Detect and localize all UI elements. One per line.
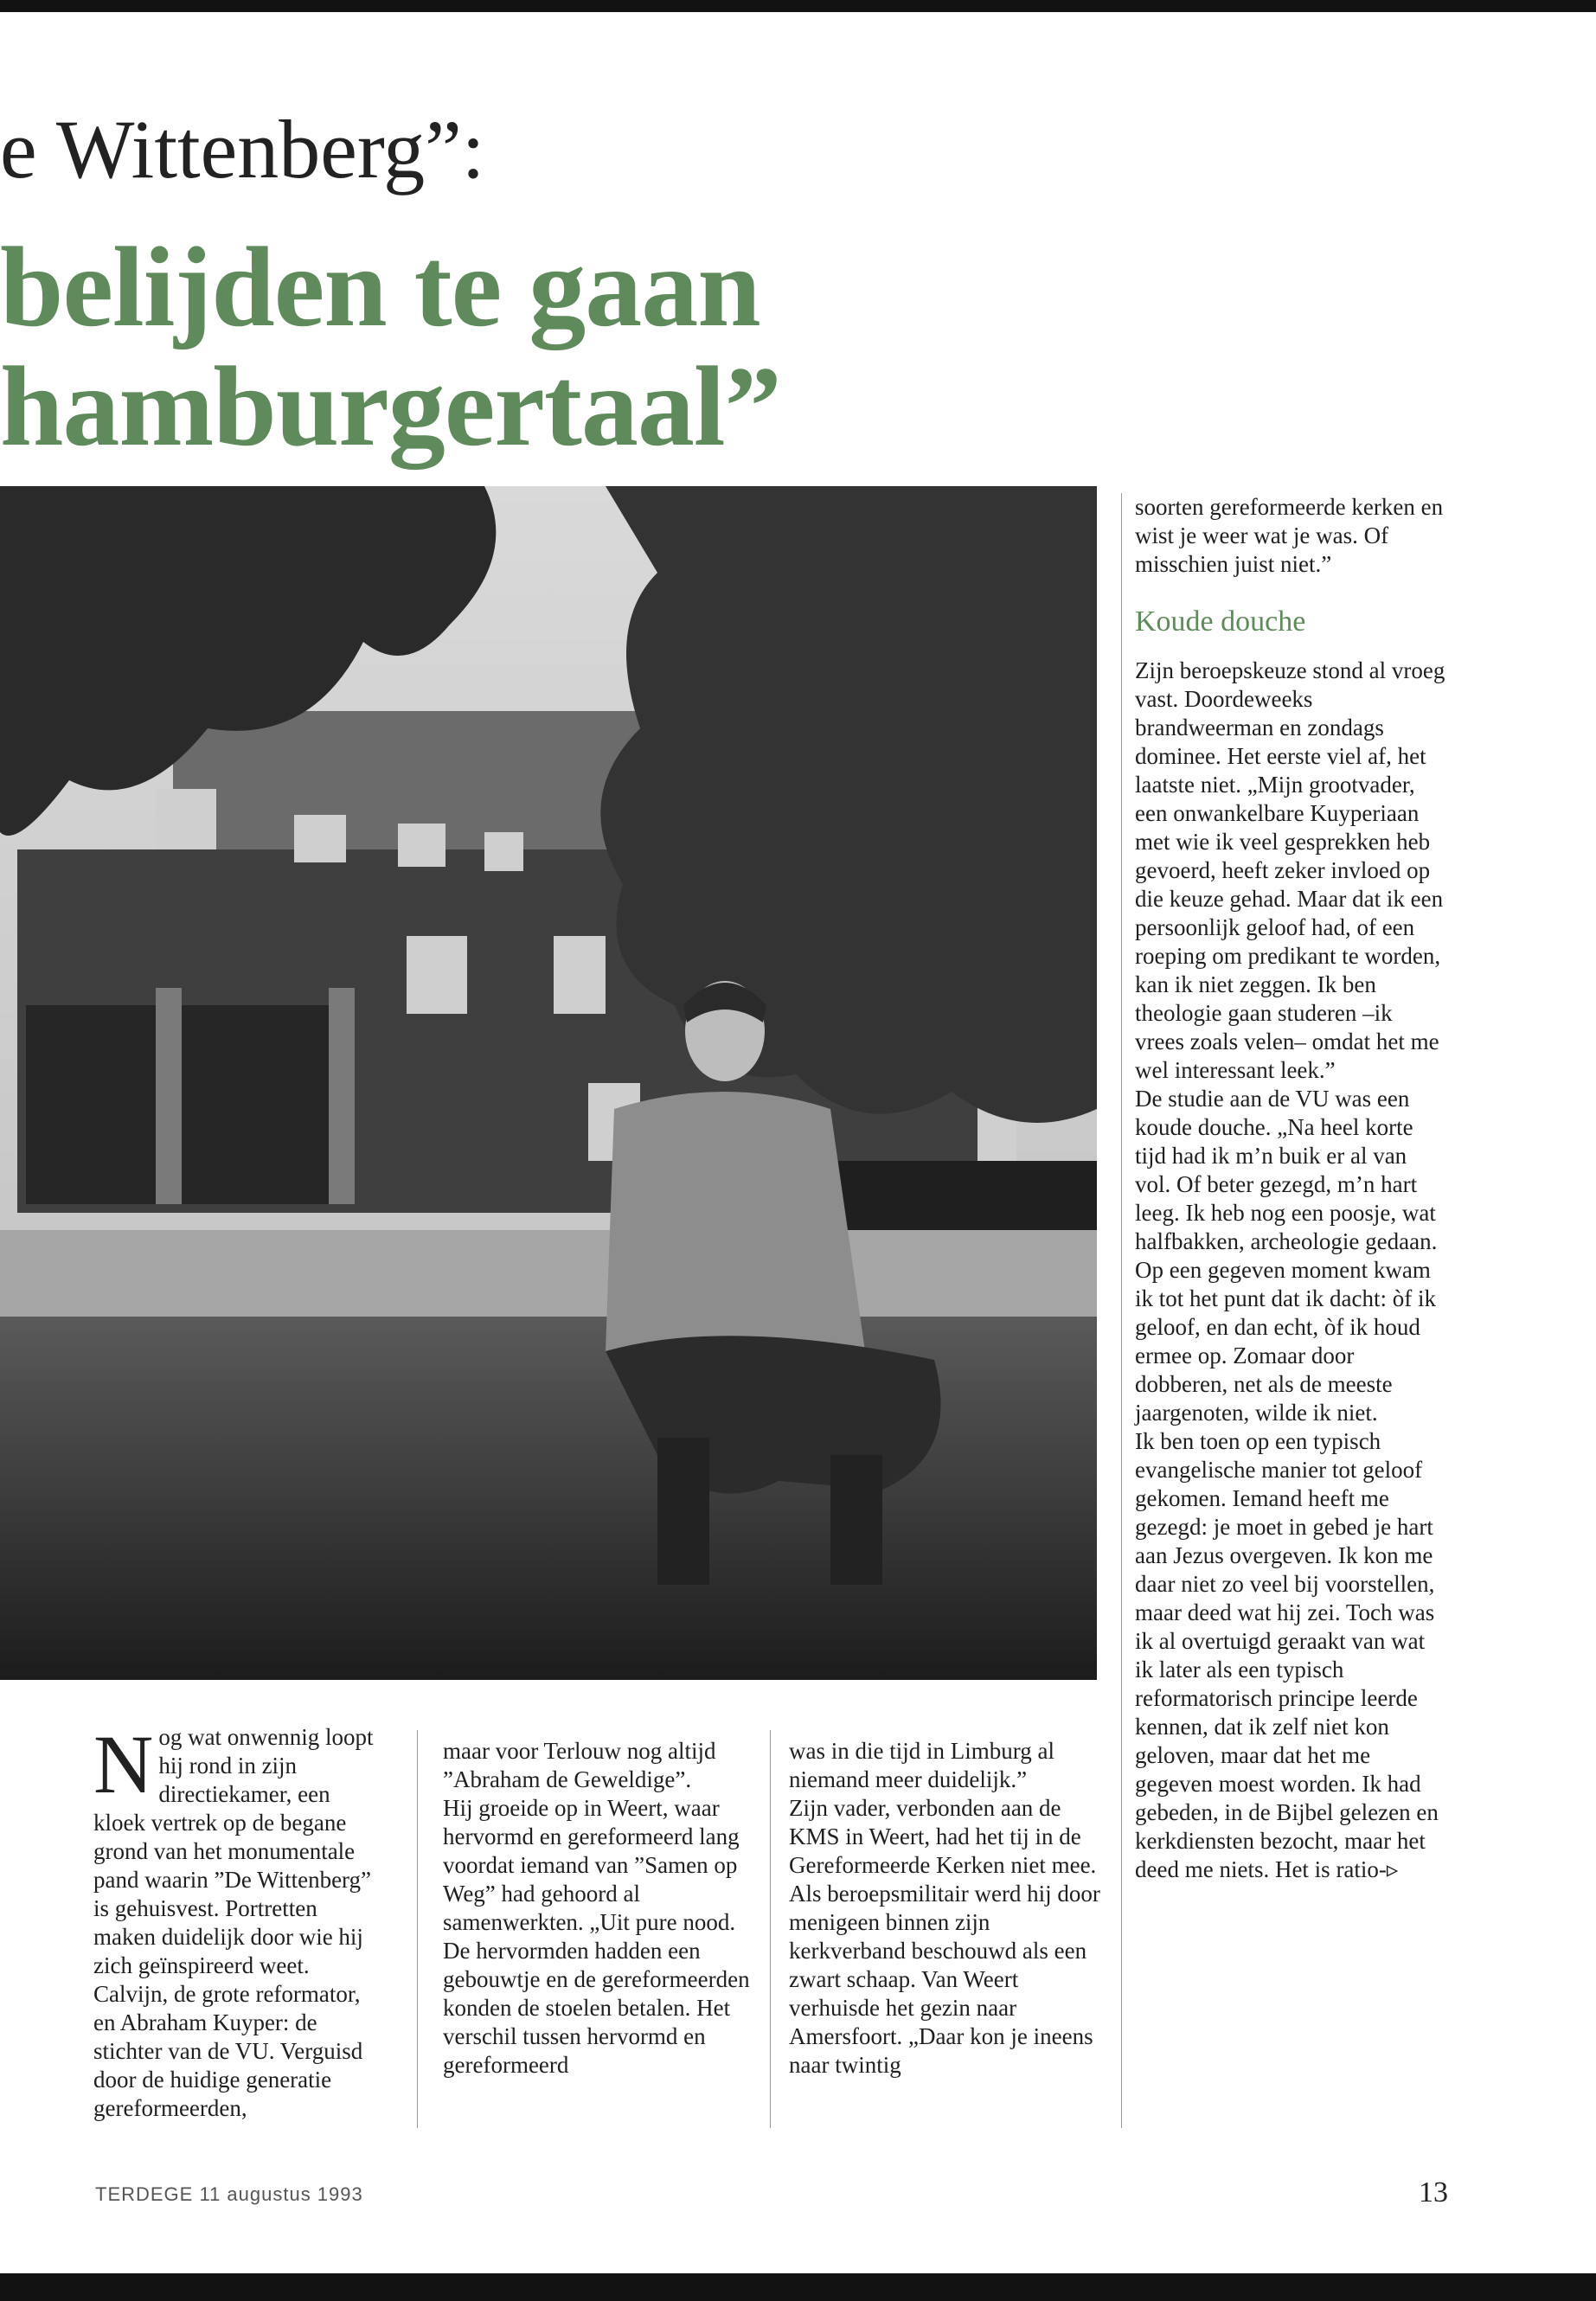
col3-paragraph-2: Zijn vader, verbonden aan de KMS in Weert, had het tij in de Gereformeerde Kerken niet mee. Als beroepsmilitair werd hij door menigeen binnen zijn kerkverband beschouwd als een zwart schaap. Van Weert verhuisde het gezin naar Amersfoort. „Daar kon je ineens naar twintig bbox=[789, 1795, 1100, 2078]
col4-paragraph-4: Ik ben toen op een typisch evangelische manier tot geloof gekomen. Iemand heeft me gezegd: je moet in gebed je hart aan Jezus overgeven. Ik kon me daar niet zo veel bij voorstellen, maar deed wat hij zei. Toch was ik al overtuigd geraakt van wat ik later als een typisch reformatorisch principe leerde kennen, dat ik zelf niet kon geloven, maar dat het me gegeven moest worden. Ik had gebeden, in de Bijbel gelezen en kerkdiensten bezocht, maar het deed me niets. Het is ratio-▹ bbox=[1135, 1428, 1439, 1882]
article-column-2 bbox=[443, 1737, 754, 2080]
article-photo bbox=[0, 486, 1097, 1680]
col4-paragraph-3: De studie aan de VU was een koude douche. „Na heel korte tijd had ik m’n buik er al van vol. Of beter gezegd, m’n hart leeg. Ik heb nog een poosje, wat halfbakken, archeologie gedaan. Op een gegeven moment kwam ik tot het punt dat ik dacht: òf ik geloof, en dan echt, òf ik houd ermee op. Zomaar door dobberen, net als de meeste jaargenoten, wilde ik niet. bbox=[1135, 1086, 1438, 1426]
photo-path bbox=[0, 1230, 1097, 1325]
article-column-1 bbox=[93, 1718, 379, 2123]
headline-line-3: hamburgertaal” bbox=[0, 343, 781, 470]
publication-footer: TERDEGE 11 augustus 1993 bbox=[95, 2183, 363, 2205]
col2-paragraph-1: maar voor Terlouw nog altijd ”Abraham de Geweldige”. bbox=[443, 1738, 716, 1792]
section-subhead: Koude douche bbox=[1135, 606, 1306, 638]
scan-bottom-edge bbox=[0, 2273, 1596, 2301]
col3-paragraph-1: was in die tijd in Limburg al niemand meer duidelijk.” bbox=[789, 1738, 1054, 1792]
col4-paragraph-1: soorten gereformeerde kerken en wist je weer wat je was. Of misschien juist niet.” bbox=[1135, 494, 1444, 577]
column-rule bbox=[417, 1730, 418, 2128]
article-column-4 bbox=[1135, 493, 1446, 1884]
article-column-3 bbox=[789, 1737, 1100, 2080]
photo-porch bbox=[26, 1005, 346, 1204]
headline-line-2: belijden te gaan bbox=[0, 223, 760, 350]
drop-cap: N bbox=[93, 1718, 154, 1811]
column-rule bbox=[770, 1730, 771, 2128]
col2-paragraph-2: Hij groeide op in Weert, waar hervormd en gereformeerd lang voordat iemand van ”Samen op Weg” had gehoord al samenwerkten. „Uit pure nood. De hervormden hadden een gebouwtje en de gereformeerden konden de stoelen betalen. Het verschil tussen hervormd en gereformeerd bbox=[443, 1795, 750, 2078]
col1-text: og wat onwennig loopt hij rond in zijn directiekamer, een kloek vertrek op de begane grond van het monumentale pand waarin ”De Wittenberg” is gehuisvest. Portretten maken duidelijk door wie hij zich geïnspireerd weet. Calvijn, de grote reformator, en Abraham Kuyper: de stichter van de VU. Verguisd door de huidige generatie gereformeerden, bbox=[93, 1724, 374, 2121]
headline-line-1: e Wittenberg”: bbox=[0, 103, 485, 195]
col4-paragraph-2: Zijn beroepskeuze stond al vroeg vast. Doordeweeks brandweerman en zondags dominee. Het eerste viel af, het laatste niet. „Mijn grootvader, een onwankelbare Kuyperiaan met wie ik veel gesprekken heb gevoerd, heeft zeker invloed op die keuze gehad. Maar dat ik een persoonlijk geloof had, of een roeping om predikant te worden, kan ik niet zeggen. Ik ben theologie gaan studeren –ik vrees zoals velen– omdat het me wel interessant leek.” bbox=[1135, 657, 1445, 1083]
column-rule bbox=[1121, 493, 1122, 2128]
page-number: 13 bbox=[1419, 2176, 1448, 2208]
scan-top-edge bbox=[0, 0, 1596, 12]
